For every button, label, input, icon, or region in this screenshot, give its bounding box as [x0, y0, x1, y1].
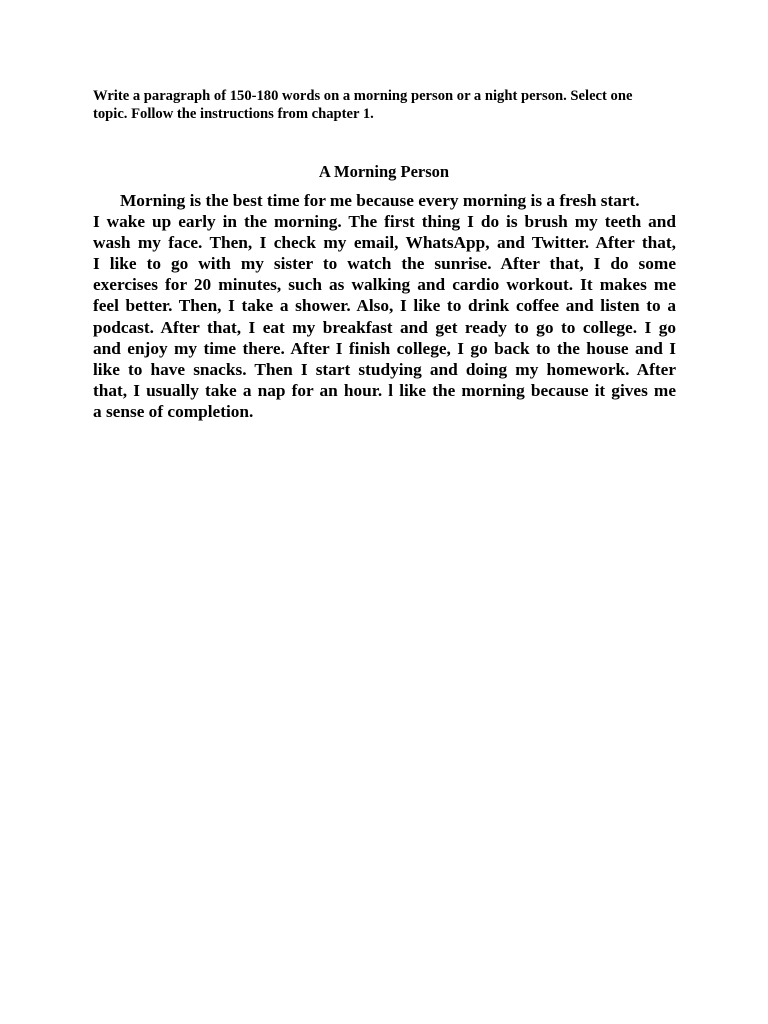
paragraph-line: Morning is the best time for me because every morning is a fresh start.	[120, 191, 640, 210]
paragraph-line: I like to go with my sister to watch the sunrise. After that, I do some	[93, 254, 676, 274]
assignment-instructions	[93, 87, 678, 123]
essay-paragraph	[93, 190, 676, 422]
paragraph-line: and enjoy my time there. After I finish college, I go back to the house and I	[93, 338, 676, 358]
paragraph-line: that, I usually take a nap for an hour. l like the morning because it gives me	[93, 380, 676, 400]
paragraph-line: feel better. Then, I take a shower. Also, I like to drink coffee and listen to a	[93, 296, 676, 316]
paragraph-line: a sense of completion.	[93, 401, 254, 421]
paragraph-line: wash my face. Then, I check my email, WhatsApp, and Twitter. After that,	[93, 233, 676, 253]
paragraph-line: podcast. After that, I eat my breakfast and get ready to go to college. I go	[93, 317, 676, 337]
paragraph-line: exercises for 20 minutes, such as walking and cardio workout. It makes me	[93, 275, 676, 295]
instructions-line: Write a paragraph of 150-180 words on a morning person or a night person. Select one	[93, 88, 633, 104]
paragraph-line: I wake up early in the morning. The first thing I do is brush my teeth and	[93, 212, 676, 232]
paragraph-line: like to have snacks. Then I start studying and doing my homework. After	[93, 359, 676, 379]
essay-title: A Morning Person	[318, 162, 450, 181]
instructions-line: topic. Follow the instructions from chapter 1.	[93, 106, 374, 122]
